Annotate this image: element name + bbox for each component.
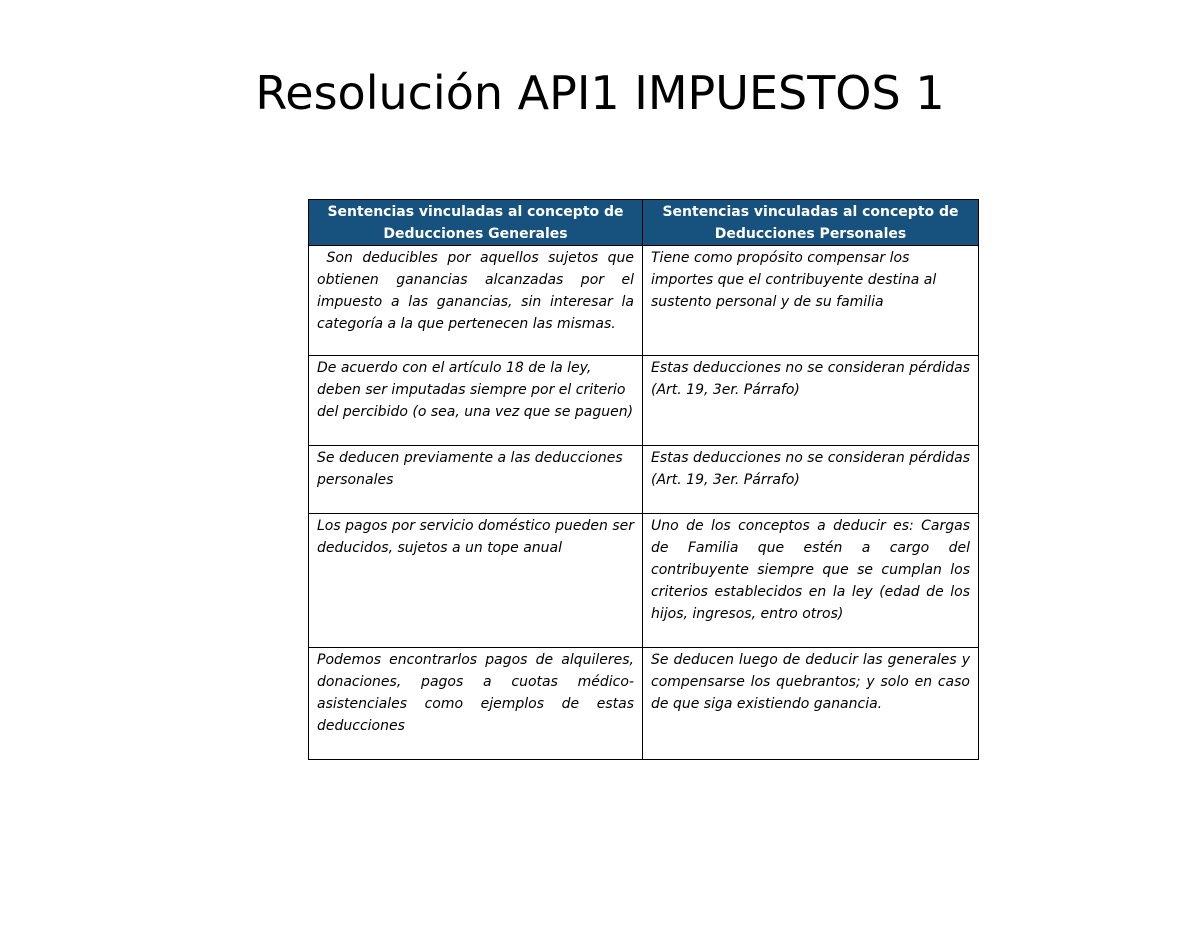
cell-general: Podemos encontrarlos pagos de alquileres, donaciones, pagos a cuotas médico-asistenciales como ejemplos de estas deducciones <box>309 648 643 760</box>
cell-personal: Estas deducciones no se consideran pérdidas (Art. 19, 3er. Párrafo) <box>643 446 979 514</box>
header-personal-deductions: Sentencias vinculadas al concepto de Deducciones Personales <box>643 200 979 246</box>
cell-general: Los pagos por servicio doméstico pueden ser deducidos, sujetos a un tope anual <box>309 514 643 648</box>
table-row <box>309 446 979 514</box>
table-row <box>309 246 979 356</box>
cell-general: De acuerdo con el artículo 18 de la ley, deben ser imputadas siempre por el criterio del percibido (o sea, una vez que se paguen) <box>309 356 643 446</box>
cell-personal: Se deducen luego de deducir las generales y compensarse los quebrantos; y solo en caso de que siga existiendo ganancia. <box>643 648 979 760</box>
table-header-row <box>309 200 979 246</box>
cell-personal: Tiene como propósito compensar los importes que el contribuyente destina al sustento personal y de su familia <box>643 246 979 356</box>
deductions-table <box>308 199 979 760</box>
table-row <box>309 648 979 760</box>
header-general-deductions: Sentencias vinculadas al concepto de Deducciones Generales <box>309 200 643 246</box>
table-row <box>309 514 979 648</box>
cell-general: Son deducibles por aquellos sujetos que obtienen ganancias alcanzadas por el impuesto a las ganancias, sin interesar la categoría a la que pertenecen las mismas. <box>309 246 643 356</box>
table-row <box>309 356 979 446</box>
cell-personal: Uno de los conceptos a deducir es: Cargas de Familia que estén a cargo del contribuyente siempre que se cumplan los criterios establecidos en la ley (edad de los hijos, ingresos, entro otros) <box>643 514 979 648</box>
cell-general: Se deducen previamente a las deducciones personales <box>309 446 643 514</box>
page-title: Resolución API1 IMPUESTOS 1 <box>255 66 945 120</box>
cell-personal: Estas deducciones no se consideran pérdidas (Art. 19, 3er. Párrafo) <box>643 356 979 446</box>
